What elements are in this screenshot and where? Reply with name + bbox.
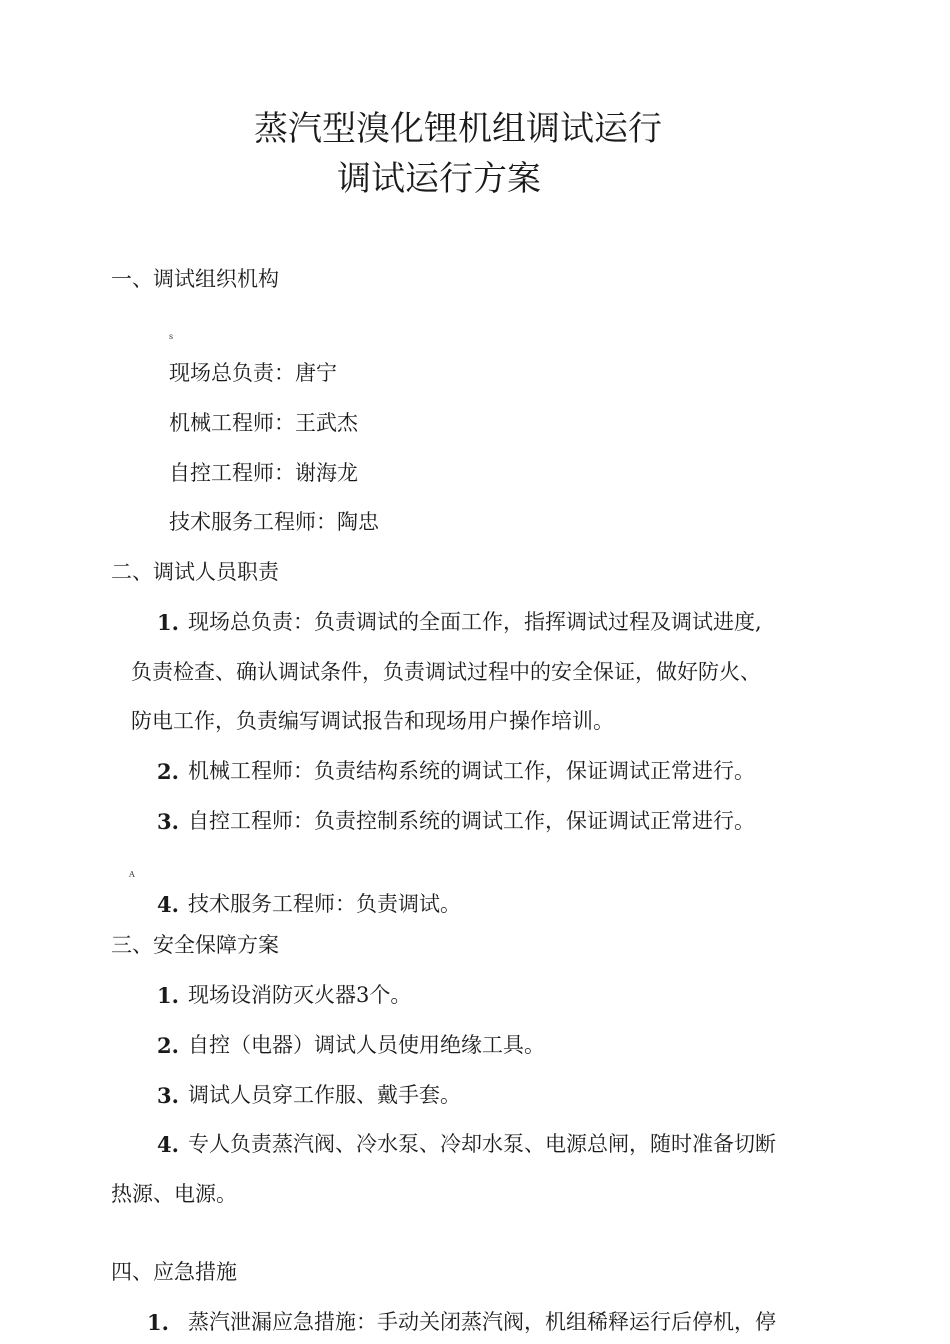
section2-heading: 二、调试人员职责 <box>111 560 279 584</box>
section4-item-1-number: 1. <box>147 1310 169 1335</box>
section3-item-2-number: 2. <box>157 1033 179 1058</box>
section2-item-4-number: 4. <box>157 892 179 917</box>
document-title-line1: 蒸汽型溴化锂机组调试运行 <box>254 109 662 149</box>
section1-item-1: 现场总负责：唐宁 <box>169 361 337 385</box>
section3-item-4-line-2: 热源、电源。 <box>111 1182 237 1206</box>
section2-item-3-text: 自控工程师：负责控制系统的调试工作，保证调试正常进行。 <box>188 809 755 833</box>
section2-item-2-number: 2. <box>157 759 179 784</box>
section2-mark: A <box>129 870 135 879</box>
section2-item-2-text: 机械工程师：负责结构系统的调试工作，保证调试正常进行。 <box>188 759 755 783</box>
section4-item-1-text: 蒸汽泄漏应急措施：手动关闭蒸汽阀，机组稀释运行后停机，停 <box>188 1310 776 1334</box>
section3-item-2-text: 自控（电器）调试人员使用绝缘工具。 <box>188 1033 545 1057</box>
section1-mark: s <box>169 332 174 341</box>
section2-item-4-text: 技术服务工程师：负责调试。 <box>188 892 461 916</box>
section3-item-3-text: 调试人员穿工作服、戴手套。 <box>188 1083 461 1107</box>
section1-item-3: 自控工程师：谢海龙 <box>169 461 358 485</box>
section1-item-4: 技术服务工程师：陶忠 <box>169 510 379 534</box>
section4-heading: 四、应急措施 <box>111 1260 237 1284</box>
section2-item-3-number: 3. <box>157 809 179 834</box>
section2-item-1-number: 1. <box>157 610 179 635</box>
section1-heading: 一、调试组织机构 <box>111 267 279 291</box>
section2-item-1-line-2: 负责检查、确认调试条件，负责调试过程中的安全保证，做好防火、 <box>131 660 761 684</box>
section3-item-4-line-1: 专人负责蒸汽阀、冷水泵、冷却水泵、电源总闸，随时准备切断 <box>188 1132 776 1156</box>
section3-item-1-number: 1. <box>157 983 179 1008</box>
section3-heading: 三、安全保障方案 <box>111 933 279 957</box>
section2-item-1-line-1: 现场总负责：负责调试的全面工作，指挥调试过程及调试进度, <box>188 610 762 634</box>
section1-item-2: 机械工程师：王武杰 <box>169 411 358 435</box>
section3-item-4-number: 4. <box>157 1132 179 1157</box>
section2-item-1-line-3: 防电工作，负责编写调试报告和现场用户操作培训。 <box>131 709 614 733</box>
document-title-line2: 调试运行方案 <box>337 159 541 199</box>
section3-item-3-number: 3. <box>157 1083 179 1108</box>
section3-item-1-text: 现场设消防灭火器3个。 <box>188 983 412 1007</box>
